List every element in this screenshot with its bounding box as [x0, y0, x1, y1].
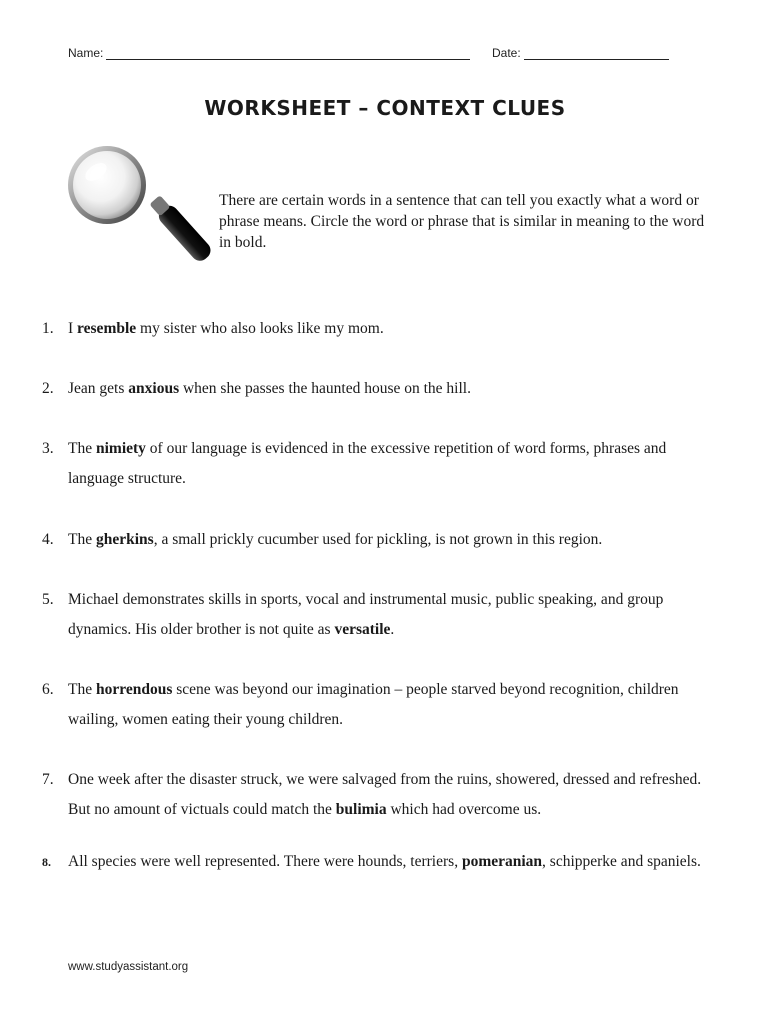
bold-word[interactable]: gherkins — [95, 531, 154, 548]
magnifying-glass-icon — [62, 140, 212, 265]
question-number: 1. — [42, 320, 54, 337]
question-8 — [42, 847, 722, 877]
name-field[interactable] — [68, 46, 470, 60]
bold-word[interactable]: resemble — [77, 320, 137, 337]
question-5 — [42, 585, 722, 645]
question-text: One week after the disaster struck, we were salvaged from the ruins, showered, dressed and refreshed. But no amount of victuals could match the bulimia which had overcome us. — [68, 771, 702, 818]
question-number: 8. — [42, 855, 51, 869]
question-number: 4. — [42, 531, 54, 548]
question-text: The gherkins, a small prickly cucumber used for pickling, is not grown in this region. — [68, 531, 603, 548]
footer-url[interactable]: www.studyassistant.org — [68, 961, 189, 973]
name-label: Name: — [68, 46, 104, 60]
question-text: Michael demonstrates skills in sports, vocal and instrumental music, public speaking, and group dynamics. His older brother is not quite as versatile. — [68, 591, 664, 638]
date-field[interactable] — [492, 46, 669, 60]
question-1 — [42, 314, 722, 344]
name-blank-line[interactable] — [106, 47, 470, 60]
bold-word[interactable]: bulimia — [335, 801, 387, 818]
bold-word[interactable]: pomeranian — [461, 853, 543, 870]
question-number: 2. — [42, 380, 54, 397]
question-6 — [42, 675, 722, 735]
question-4 — [42, 525, 722, 555]
instructions-text: There are certain words in a sentence that can tell you exactly what a word or phrase means. Circle the word or phrase that is similar in meaning to the word in bold. — [219, 192, 705, 251]
question-number: 6. — [42, 681, 54, 698]
bold-word[interactable]: horrendous — [95, 681, 173, 698]
question-7 — [42, 765, 722, 825]
date-label: Date: — [492, 46, 521, 60]
bold-word[interactable]: nimiety — [95, 440, 146, 457]
question-text: The horrendous scene was beyond our imagination – people starved beyond recognition, children wailing, women eating their young children. — [68, 681, 679, 728]
bold-word[interactable]: anxious — [128, 380, 180, 397]
question-number: 3. — [42, 440, 54, 457]
question-number: 7. — [42, 771, 54, 788]
question-text: I resemble my sister who also looks like my mom. — [68, 320, 384, 337]
question-text: All species were well represented. There were hounds, terriers, pomeranian, schipperke and spaniels. — [68, 853, 701, 870]
date-blank-line[interactable] — [524, 47, 669, 60]
page-title: WORKSHEET – CONTEXT CLUES — [204, 96, 566, 120]
question-3 — [42, 434, 722, 494]
bold-word[interactable]: versatile — [334, 621, 391, 638]
question-2 — [42, 374, 722, 404]
question-text: Jean gets anxious when she passes the haunted house on the hill. — [68, 380, 471, 397]
question-number: 5. — [42, 591, 54, 608]
question-text: The nimiety of our language is evidenced in the excessive repetition of word forms, phrases and language structure. — [68, 440, 667, 487]
